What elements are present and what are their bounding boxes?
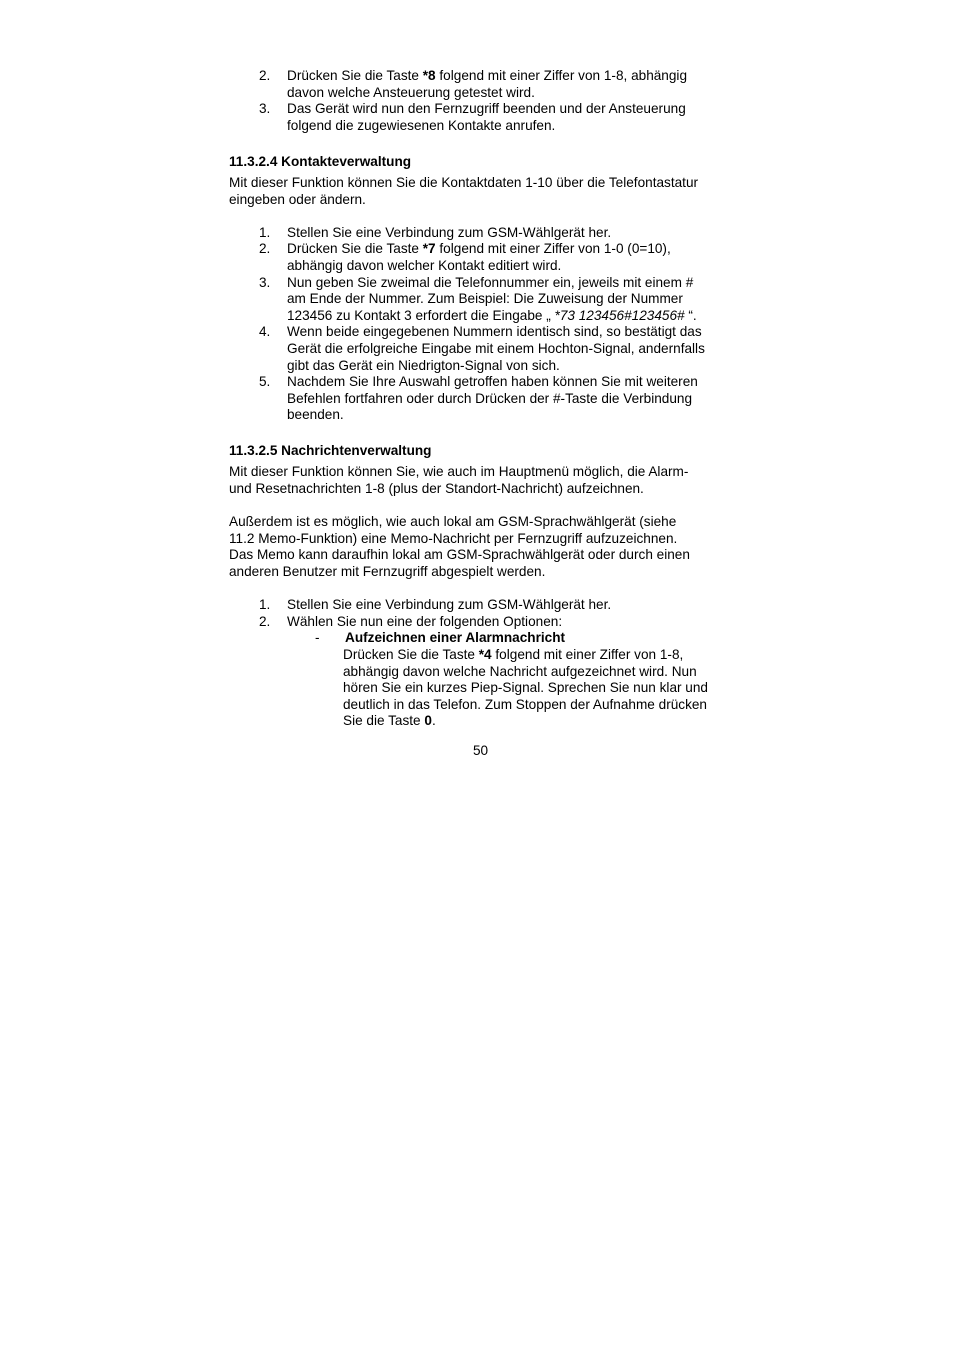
list-number: 2. — [259, 614, 271, 629]
list-item-line: Nun geben Sie zweimal die Telefonnummer ein, jeweils mit einem # — [287, 275, 694, 290]
page-number: 50 — [473, 743, 489, 758]
option-dash: - — [315, 630, 320, 645]
option-line: abhängig davon welche Nachricht aufgezeichnet wird. Nun — [343, 664, 697, 679]
list-item-line: Drücken Sie die Taste *7 folgend mit einer Ziffer von 1-0 (0=10), — [287, 241, 671, 256]
list-item-line: Wenn beide eingegebenen Nummern identisch sind, so bestätigt das — [287, 324, 702, 339]
paragraph-line: anderen Benutzer mit Fernzugriff abgespielt werden. — [229, 564, 546, 579]
list-item-line: folgend die zugewiesenen Kontakte anrufen. — [287, 118, 556, 133]
paragraph-line: eingeben oder ändern. — [229, 192, 366, 207]
list-number: 3. — [259, 101, 271, 116]
list-item-line: Stellen Sie eine Verbindung zum GSM-Wählgerät her. — [287, 597, 612, 612]
paragraph-line: und Resetnachrichten 1-8 (plus der Standort-Nachricht) aufzeichnen. — [229, 481, 644, 496]
option-line: Drücken Sie die Taste *4 folgend mit einer Ziffer von 1-8, — [343, 647, 684, 662]
option-line: hören Sie ein kurzes Piep-Signal. Sprechen Sie nun klar und — [343, 680, 708, 695]
list-item-line: Stellen Sie eine Verbindung zum GSM-Wählgerät her. — [287, 225, 612, 240]
paragraph-line: Mit dieser Funktion können Sie, wie auch im Hauptmenü möglich, die Alarm- — [229, 464, 689, 479]
list-item-line: davon welche Ansteuerung getestet wird. — [287, 85, 535, 100]
list-item-line: abhängig davon welcher Kontakt editiert wird. — [287, 258, 562, 273]
list-item-line: Nachdem Sie Ihre Auswahl getroffen haben können Sie mit weiteren — [287, 374, 698, 389]
list-item-line: beenden. — [287, 407, 344, 422]
option-line: deutlich in das Telefon. Zum Stoppen der Aufnahme drücken — [343, 697, 707, 712]
list-number: 1. — [259, 225, 271, 240]
list-number: 3. — [259, 275, 271, 290]
list-item-line: am Ende der Nummer. Zum Beispiel: Die Zuweisung der Nummer — [287, 291, 683, 306]
list-item-line: Gerät die erfolgreiche Eingabe mit einem Hochton-Signal, andernfalls — [287, 341, 705, 356]
list-number: 1. — [259, 597, 271, 612]
section-heading: 11.3.2.5 Nachrichtenverwaltung — [229, 443, 432, 458]
list-item-line: Befehlen fortfahren oder durch Drücken der #-Taste die Verbindung — [287, 391, 693, 406]
paragraph-line: Außerdem ist es möglich, wie auch lokal am GSM-Sprachwählgerät (siehe — [229, 514, 677, 529]
list-number: 4. — [259, 324, 271, 339]
list-number: 5. — [259, 374, 271, 389]
list-number: 2. — [259, 68, 271, 83]
list-number: 2. — [259, 241, 271, 256]
paragraph-line: Mit dieser Funktion können Sie die Kontaktdaten 1-10 über die Telefontastatur — [229, 175, 699, 190]
section-heading: 11.3.2.4 Kontakteverwaltung — [229, 154, 412, 169]
list-item-line: Das Gerät wird nun den Fernzugriff beenden und der Ansteuerung — [287, 101, 686, 116]
option-line: Sie die Taste 0. — [343, 713, 436, 728]
option-title: Aufzeichnen einer Alarmnachricht — [345, 630, 566, 645]
list-item-line: Drücken Sie die Taste *8 folgend mit einer Ziffer von 1-8, abhängig — [287, 68, 688, 83]
list-item-line: Wählen Sie nun eine der folgenden Optionen: — [287, 614, 563, 629]
list-item-line: gibt das Gerät ein Niedrigton-Signal von sich. — [287, 358, 560, 373]
list-item-line: 123456 zu Kontakt 3 erfordert die Eingabe „ *73 123456#123456# “. — [287, 308, 697, 323]
paragraph-line: Das Memo kann daraufhin lokal am GSM-Sprachwählgerät oder durch einen — [229, 547, 690, 562]
paragraph-line: 11.2 Memo-Funktion) eine Memo-Nachricht per Fernzugriff aufzuzeichnen. — [229, 531, 678, 546]
